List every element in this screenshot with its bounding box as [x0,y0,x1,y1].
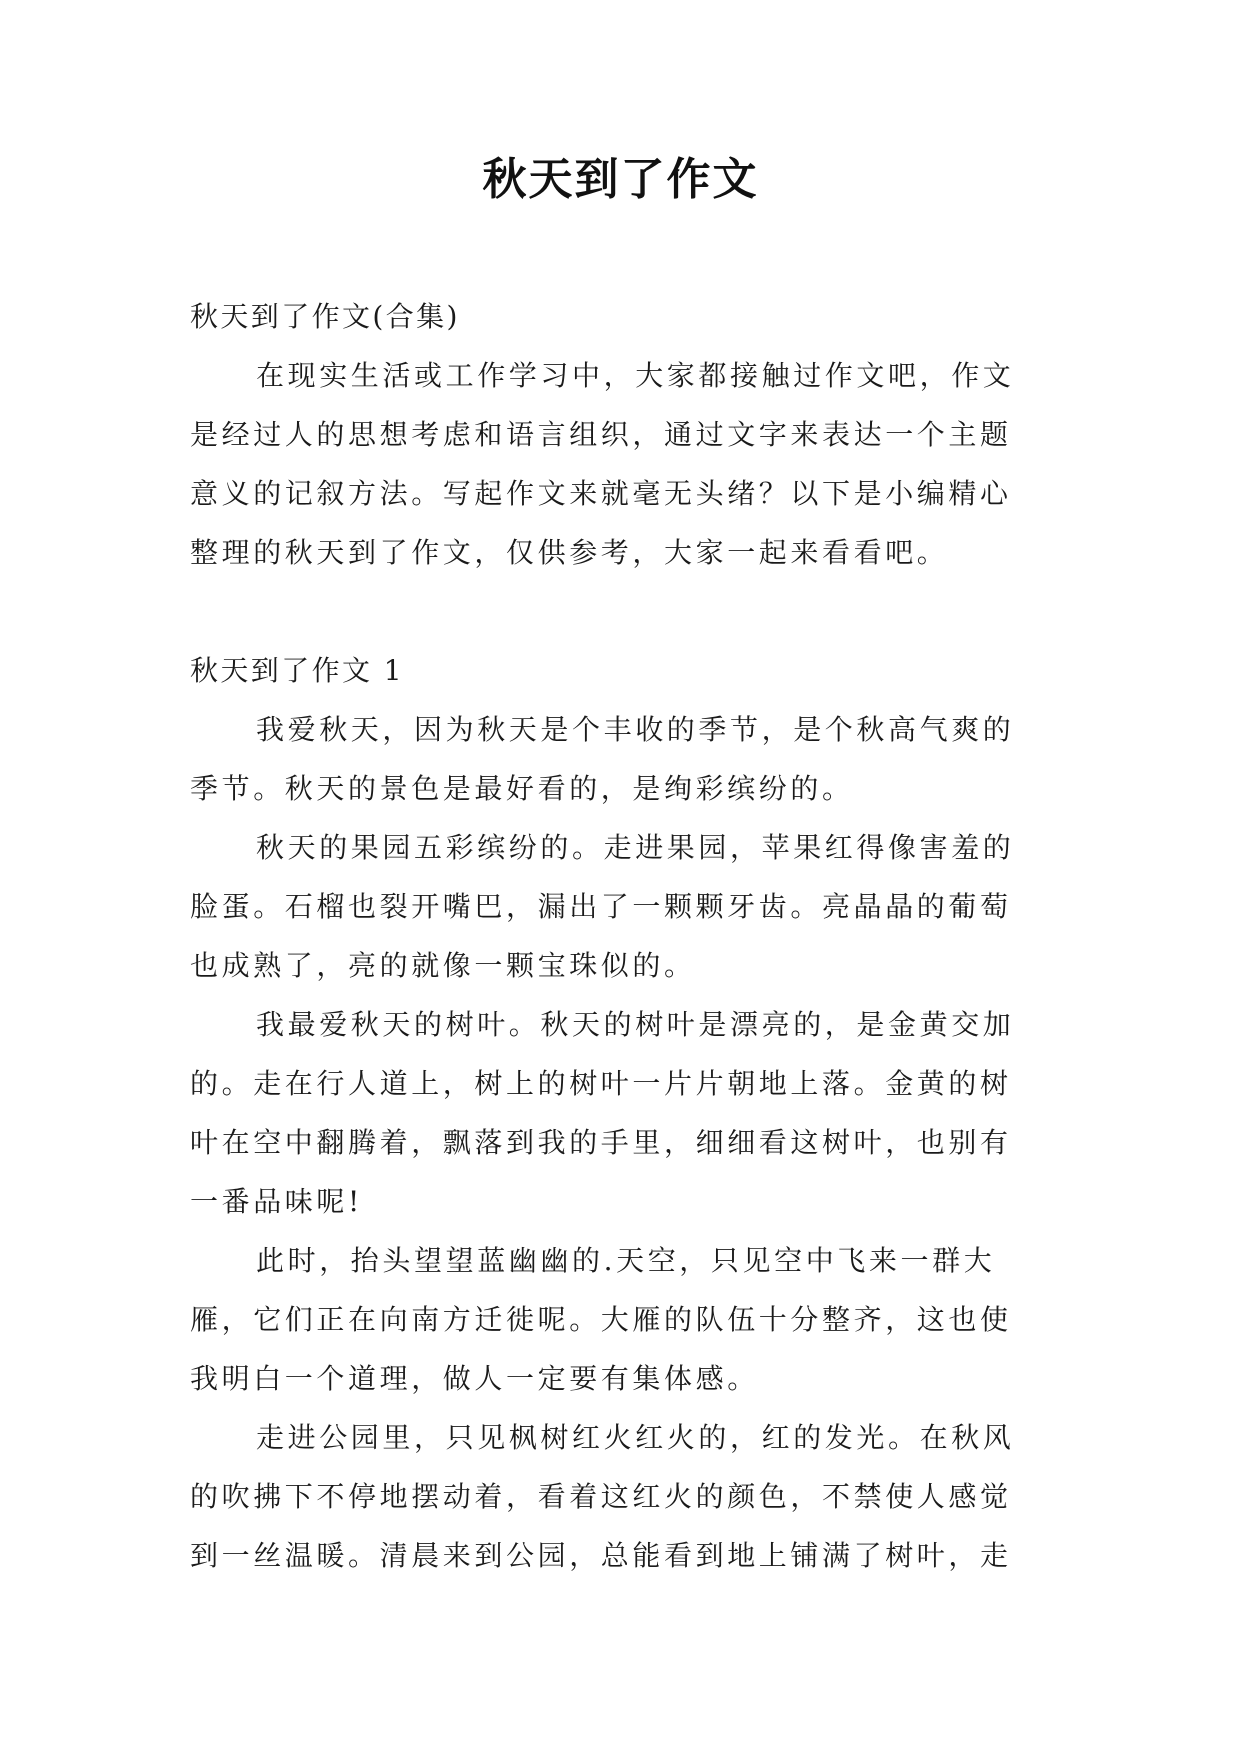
paragraph-line: 意义的记叙方法。写起作文来就毫无头绪？以下是小编精心 [190,477,1012,510]
body-paragraph [190,1231,1052,1408]
paragraph-line: 的。走在行人道上，树上的树叶一片片朝地上落。金黄的树 [190,1067,1012,1100]
document-body [190,287,1052,1585]
paragraph-line: 雁，它们正在向南方迁徙呢。大雁的队伍十分整齐，这也使 [190,1303,1012,1336]
body-paragraph [190,818,1052,995]
paragraph-line: 我爱秋天，因为秋天是个丰收的季节，是个秋高气爽的 [256,713,1015,746]
paragraph-line: 一番品味呢! [190,1185,363,1218]
paragraph-line: 秋天的果园五彩缤纷的。走进果园，苹果红得像害羞的 [256,831,1015,864]
document-title: 秋天到了作文 [482,154,759,205]
paragraph-line: 此时，抬头望望蓝幽幽的.天空，只见空中飞来一群大 [256,1244,996,1277]
paragraph-line: 的吹拂下不停地摆动着，看着这红火的颜色，不禁使人感觉 [190,1480,1012,1513]
paragraph-line: 也成熟了，亮的就像一颗宝珠似的。 [190,949,696,982]
paragraph-line: 季节。秋天的景色是最好看的，是绚彩缤纷的。 [190,772,854,805]
document-subtitle: 秋天到了作文(合集) [190,300,460,333]
paragraph-line: 我明白一个道理，做人一定要有集体感。 [190,1362,759,1395]
paragraph-line: 到一丝温暖。清晨来到公园，总能看到地上铺满了树叶，走 [190,1539,1012,1572]
intro-paragraph [190,346,1052,582]
section-heading: 秋天到了作文 1 [190,654,404,687]
paragraph-line: 脸蛋。石榴也裂开嘴巴，漏出了一颗颗牙齿。亮晶晶的葡萄 [190,890,1012,923]
paragraph-line: 是经过人的思想考虑和语言组织，通过文字来表达一个主题 [190,418,1012,451]
paragraph-line: 走进公园里，只见枫树红火红火的，红的发光。在秋风 [256,1421,1015,1454]
paragraph-line: 我最爱秋天的树叶。秋天的树叶是漂亮的，是金黄交加 [256,1008,1015,1041]
body-paragraph [190,995,1052,1231]
body-paragraph [190,700,1052,818]
paragraph-line: 叶在空中翻腾着，飘落到我的手里，细细看这树叶，也别有 [190,1126,1012,1159]
paragraph-line: 在现实生活或工作学习中，大家都接触过作文吧，作文 [256,359,1015,392]
paragraph-line: 整理的秋天到了作文，仅供参考，大家一起来看看吧。 [190,536,949,569]
body-paragraph [190,1408,1052,1585]
blank-line [190,582,1052,641]
